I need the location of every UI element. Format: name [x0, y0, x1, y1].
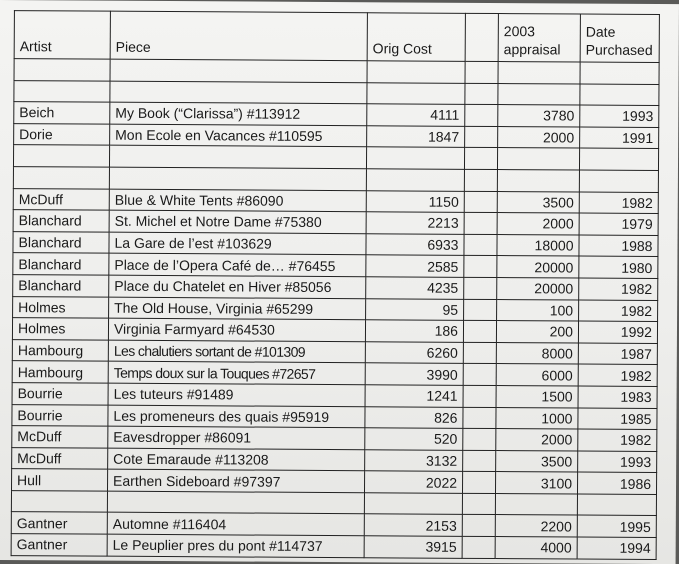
orig-cost-cell: 6260 [365, 341, 463, 363]
artist-cell: McDuff [13, 188, 109, 210]
date-purchased-cell: 1986 [577, 472, 656, 494]
orig-cost-cell: 2153 [364, 514, 462, 536]
date-purchased-cell: 1993 [580, 105, 659, 127]
appraisal-cell: 2000 [497, 213, 579, 235]
date-purchased-cell: 1991 [580, 127, 659, 149]
date-purchased-cell: 1992 [578, 321, 657, 343]
piece-cell: Mon Ecole en Vacances #110595 [110, 124, 367, 147]
gap-cell [463, 364, 496, 386]
artist-cell: Gantner [11, 512, 107, 534]
piece-cell: Temps doux sur la Touques #72657 [108, 361, 365, 384]
blank-cell [110, 59, 367, 82]
orig-cost-cell: 2022 [364, 471, 462, 493]
piece-cell: Virginia Farmyard #64530 [108, 318, 365, 341]
date-purchased-cell: 1994 [577, 537, 656, 559]
blank-cell [366, 147, 464, 169]
orig-cost-cell: 3990 [365, 363, 463, 385]
artist-cell: Blanchard [13, 231, 109, 253]
blank-cell [464, 169, 497, 191]
appraisal-cell: 18000 [497, 234, 579, 256]
blank-cell [14, 59, 110, 81]
date-purchased-cell: 1995 [577, 516, 656, 538]
artist-cell: Blanchard [13, 253, 109, 275]
orig-cost-cell: 3915 [364, 536, 462, 558]
orig-cost-cell: 826 [365, 406, 463, 428]
appraisal-cell: 3780 [498, 105, 580, 127]
date-purchased-cell: 1982 [579, 192, 658, 214]
gap-cell [464, 256, 497, 278]
piece-cell: Cote Emaraude #113208 [108, 448, 365, 471]
blank-cell [497, 148, 579, 170]
appraisal-cell: 20000 [497, 256, 579, 278]
blank-cell [498, 62, 580, 84]
blank-cell [465, 83, 498, 105]
piece-cell: Place de l’Opera Café de… #76455 [109, 254, 366, 277]
piece-cell: Le Peuplier pres du pont #114737 [107, 534, 364, 557]
header-date-purchased [580, 14, 659, 62]
header-piece: Piece [110, 11, 367, 61]
blank-cell [364, 493, 462, 515]
date-purchased-cell: 1985 [578, 408, 657, 430]
blank-cell [497, 170, 579, 192]
gap-cell [464, 191, 497, 213]
gap-cell [462, 515, 495, 537]
appraisal-cell: 4000 [495, 537, 577, 559]
artist-cell: Gantner [11, 534, 107, 556]
header-appraisal [498, 14, 580, 63]
piece-cell: Eavesdropper #86091 [108, 426, 365, 449]
orig-cost-cell: 4111 [367, 104, 465, 126]
blank-cell [498, 83, 580, 105]
blank-cell [109, 167, 366, 190]
artist-cell: Hull [12, 469, 108, 491]
blank-cell [107, 491, 364, 514]
gap-cell [463, 385, 496, 407]
header-purchased-label: Purchased [585, 41, 653, 58]
appraisal-cell: 3500 [497, 191, 579, 213]
orig-cost-cell: 1150 [366, 190, 464, 212]
date-purchased-cell: 1987 [578, 343, 657, 365]
blank-cell [367, 82, 465, 104]
artist-cell: Holmes [13, 296, 109, 318]
blank-cell [579, 170, 658, 192]
artist-cell: Holmes [12, 318, 108, 340]
piece-cell: Earthen Sideboard #97397 [108, 469, 365, 492]
artist-cell: Blanchard [13, 275, 109, 297]
header-artist: Artist [14, 11, 110, 60]
gap-cell [463, 407, 496, 429]
date-purchased-cell: 1988 [579, 235, 658, 257]
header-row [14, 11, 659, 63]
appraisal-cell: 3100 [495, 472, 577, 494]
gap-cell [464, 234, 497, 256]
orig-cost-cell: 6933 [366, 233, 464, 255]
blank-cell [11, 490, 107, 512]
orig-cost-cell: 4235 [366, 277, 464, 299]
piece-cell: La Gare de l’est #103629 [109, 232, 366, 255]
blank-cell [14, 80, 110, 102]
piece-cell: Les tuteurs #91489 [108, 383, 365, 406]
blank-cell [367, 61, 465, 83]
date-purchased-cell: 1982 [579, 278, 658, 300]
orig-cost-cell: 520 [365, 428, 463, 450]
date-purchased-cell: 1980 [579, 256, 658, 278]
blank-cell [579, 148, 658, 170]
appraisal-cell: 3500 [496, 450, 578, 472]
piece-cell: My Book (“Clarissa”) #113912 [110, 102, 367, 125]
artist-cell: Bourrie [12, 404, 108, 426]
appraisal-cell: 1500 [496, 385, 578, 407]
artist-cell: Beich [14, 102, 110, 124]
gap-cell [464, 299, 497, 321]
orig-cost-cell: 95 [366, 298, 464, 320]
artist-cell: Blanchard [13, 210, 109, 232]
appraisal-cell: 200 [496, 321, 578, 343]
header-gap [465, 13, 498, 61]
piece-cell: The Old House, Virginia #65299 [109, 297, 366, 320]
piece-cell: Les chalutiers sortant de #101309 [108, 340, 365, 363]
table-row [11, 534, 656, 560]
gap-cell [464, 277, 497, 299]
piece-cell: St. Michel et Notre Dame #75380 [109, 210, 366, 233]
gap-cell [463, 320, 496, 342]
orig-cost-cell: 1241 [365, 385, 463, 407]
appraisal-cell: 6000 [496, 364, 578, 386]
collection-table [11, 10, 660, 560]
gap-cell [465, 105, 498, 127]
orig-cost-cell: 1847 [367, 126, 465, 148]
artist-cell: McDuff [12, 426, 108, 448]
appraisal-cell: 2000 [498, 126, 580, 148]
gap-cell [463, 450, 496, 472]
orig-cost-cell: 2213 [366, 212, 464, 234]
artist-cell: Bourrie [12, 382, 108, 404]
blank-cell [464, 148, 497, 170]
piece-cell: Les promeneurs des quais #95919 [108, 405, 365, 428]
date-purchased-cell: 1979 [579, 213, 658, 235]
gap-cell [464, 212, 497, 234]
orig-cost-cell: 3132 [365, 449, 463, 471]
artist-cell: Hambourg [12, 361, 108, 383]
blank-cell [495, 493, 577, 515]
piece-cell: Place du Chatelet en Hiver #85056 [109, 275, 366, 298]
gap-cell [462, 536, 495, 558]
appraisal-cell: 100 [497, 299, 579, 321]
appraisal-cell: 2000 [496, 429, 578, 451]
header-orig-cost: Orig Cost [367, 13, 465, 62]
date-purchased-cell: 1983 [578, 386, 657, 408]
orig-cost-cell: 186 [365, 320, 463, 342]
blank-cell [13, 167, 109, 189]
date-purchased-cell: 1982 [578, 429, 657, 451]
blank-cell [577, 494, 656, 516]
gap-cell [463, 342, 496, 364]
appraisal-cell: 1000 [496, 407, 578, 429]
appraisal-cell: 8000 [496, 342, 578, 364]
appraisal-cell: 20000 [497, 277, 579, 299]
artist-cell: Hambourg [12, 339, 108, 361]
blank-cell [462, 493, 495, 515]
blank-cell [109, 146, 366, 169]
gap-cell [463, 428, 496, 450]
date-purchased-cell: 1993 [578, 451, 657, 473]
blank-cell [366, 169, 464, 191]
blank-cell [580, 84, 659, 106]
appraisal-cell: 2200 [495, 515, 577, 537]
artist-cell: McDuff [12, 447, 108, 469]
date-purchased-cell: 1982 [578, 364, 657, 386]
gap-cell [462, 472, 495, 494]
header-appraisal-label: appraisal [503, 41, 561, 58]
piece-cell: Blue & White Tents #86090 [109, 189, 366, 212]
header-date-label: Date [585, 23, 616, 40]
orig-cost-cell: 2585 [366, 255, 464, 277]
blank-cell [110, 81, 367, 104]
date-purchased-cell: 1982 [579, 300, 658, 322]
blank-cell [465, 61, 498, 83]
artist-cell: Dorie [14, 123, 110, 145]
header-appraisal-year: 2003 [503, 23, 536, 40]
piece-cell: Automne #116404 [107, 513, 364, 536]
blank-cell [580, 62, 659, 84]
gap-cell [465, 126, 498, 148]
blank-cell [13, 145, 109, 167]
